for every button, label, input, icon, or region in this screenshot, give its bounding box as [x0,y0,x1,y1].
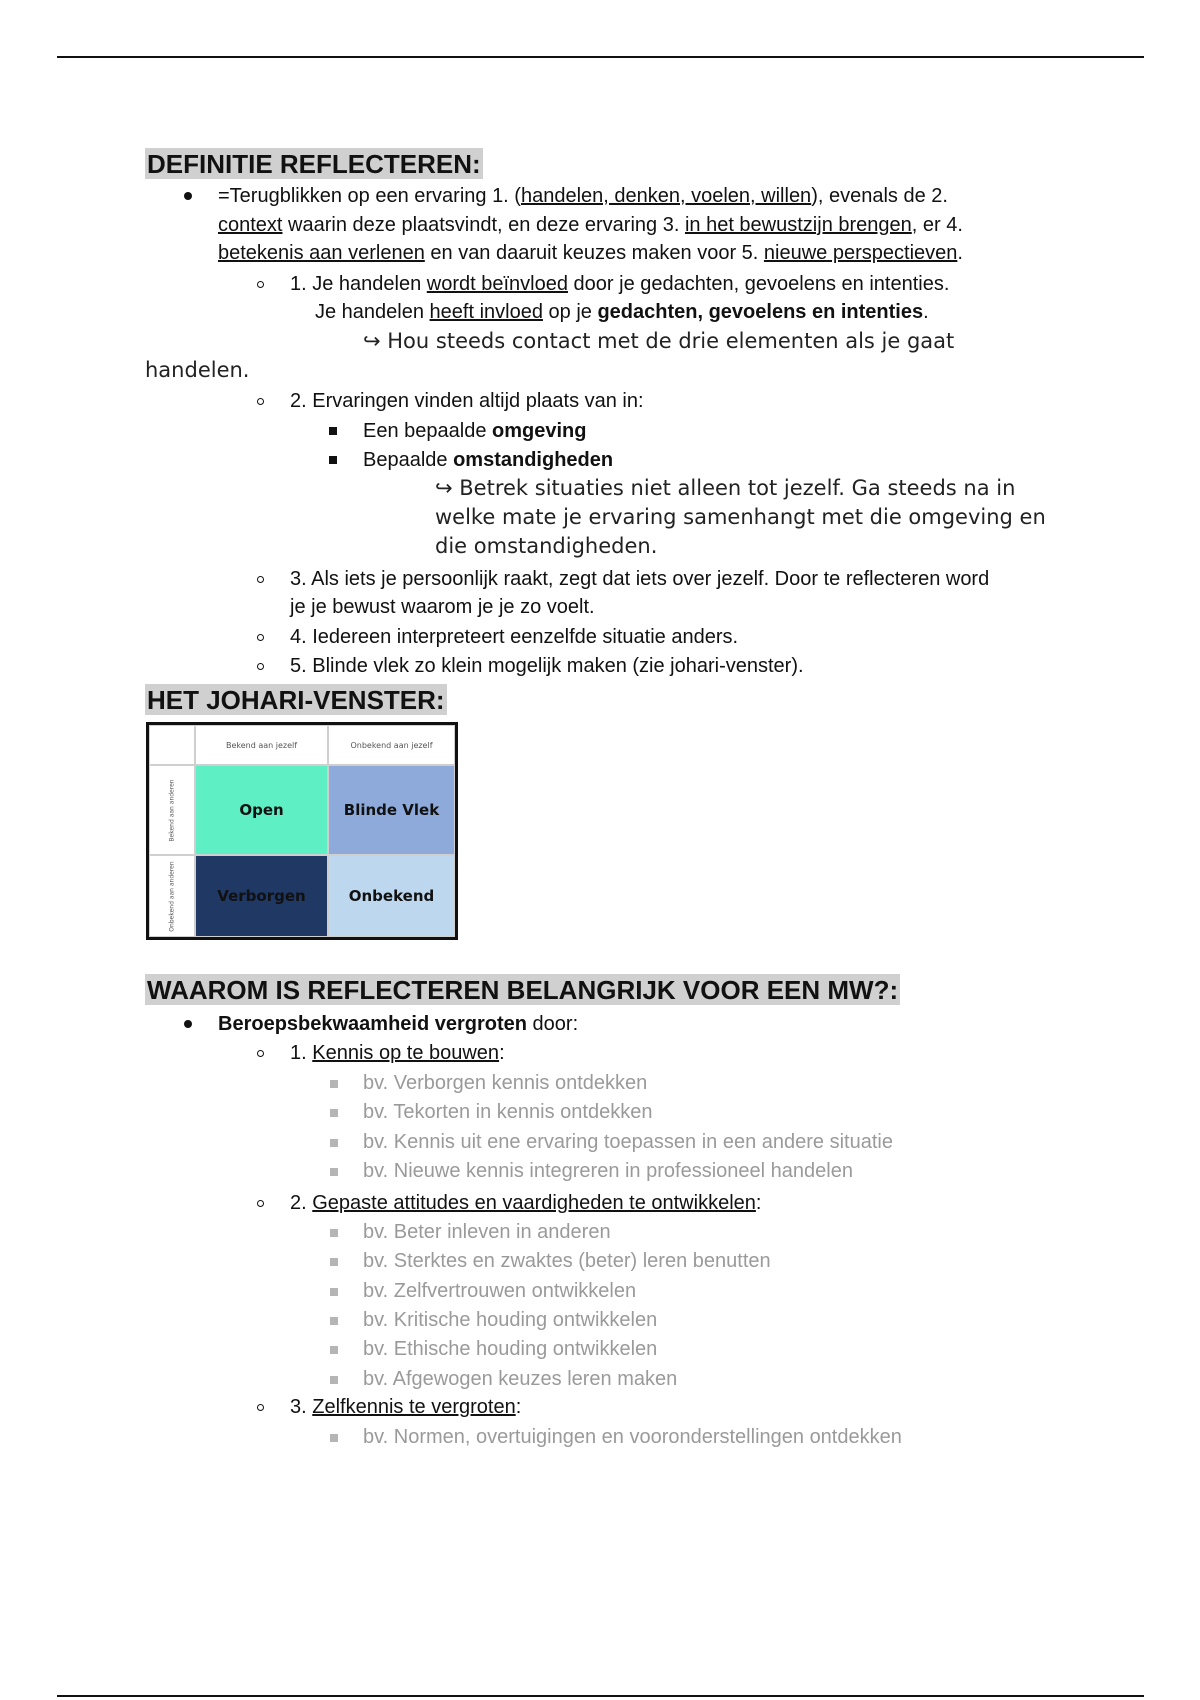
sub2-note-line-3: die omstandigheden. [435,534,658,558]
circle-bullet-icon [257,663,264,670]
sub5-text: 5. Blinde vlek zo klein mogelijk maken (zie johari-venster). [290,655,804,677]
example-item: bv. Zelfvertrouwen ontwikkelen [363,1279,637,1302]
johari-blind-spot: Blinde Vlek [328,765,455,855]
definitie-line-2: context waarin deze plaatsvindt, en deze ervaring 3. in het bewustzijn brengen, er 4. [218,214,963,236]
example-item: bv. Kennis uit ene ervaring toepassen in een andere situatie [363,1130,893,1153]
sub2-note-line-1: ↪ Betrek situaties niet alleen tot jezelf. Ga steeds na in [435,476,1016,500]
waarom-sub2: 2. Gepaste attitudes en vaardigheden te ontwikkelen: [290,1192,762,1214]
bottom-rule [57,1695,1144,1697]
johari-col-known-self: Bekend aan jezelf [195,725,328,765]
square-bullet-icon [330,1109,338,1117]
circle-bullet-icon [257,1050,264,1057]
definitie-line-3: betekenis aan verlenen en van daaruit keuzes maken voor 5. nieuwe perspectieven. [218,242,963,264]
heading-definitie: DEFINITIE REFLECTEREN: [147,149,481,179]
johari-window [146,722,458,940]
waarom-sub1: 1. Kennis op te bouwen: [290,1042,505,1064]
sub1-note-line-1: ↪ Hou steeds contact met de drie elementen als je gaat [363,329,955,353]
example-item: bv. Tekorten in kennis ontdekken [363,1101,653,1124]
top-rule [57,56,1144,58]
square-bullet-icon [330,1168,338,1176]
johari-col-unknown-self: Onbekend aan jezelf [328,725,455,765]
johari-open: Open [195,765,328,855]
sub2-note-line-2: welke mate je ervaring samenhangt met die omgeving en [435,505,1046,529]
sub2-item-1: Een bepaalde omgeving [363,420,587,442]
example-item: bv. Kritische houding ontwikkelen [363,1308,658,1331]
example-item: bv. Normen, overtuigingen en vooronderstellingen ontdekken [363,1426,902,1448]
circle-bullet-icon [257,576,264,583]
definitie-line-1: =Terugblikken op een ervaring 1. (handelen, denken, voelen, willen), evenals de 2. [218,185,948,207]
square-bullet-icon [330,1346,338,1354]
example-item: bv. Beter inleven in anderen [363,1221,611,1243]
square-bullet-icon [330,1288,338,1296]
square-bullet-icon [330,1317,338,1325]
sub4-text: 4. Iedereen interpreteert eenzelfde situatie anders. [290,626,739,648]
example-item: bv. Ethische houding ontwikkelen [363,1338,658,1361]
sub1-line-2: Je handelen heeft invloed op je gedachten, gevoelens en intenties. [315,301,929,323]
johari-corner [149,725,195,765]
square-bullet-icon [330,1080,338,1088]
square-bullet-icon [330,1258,338,1266]
example-item: bv. Verborgen kennis ontdekken [363,1072,648,1094]
square-bullet-icon [330,1376,338,1384]
example-item: bv. Nieuwe kennis integreren in professioneel handelen [363,1159,853,1182]
sub1-line-1: 1. Je handelen wordt beïnvloed door je gedachten, gevoelens en intenties. [290,273,950,295]
sub2-item-2: Bepaalde omstandigheden [363,449,614,471]
sub1-note-line-2: handelen. [145,358,250,382]
waarom-main: Beroepsbekwaamheid vergroten door: [218,1013,579,1035]
circle-bullet-icon [257,634,264,641]
square-bullet-icon [330,1139,338,1147]
heading-johari: HET JOHARI-VENSTER: [147,685,445,715]
heading-waarom: WAAROM IS REFLECTEREN BELANGRIJK VOOR EEN MW?: [147,975,899,1005]
sub3-line-1: 3. Als iets je persoonlijk raakt, zegt dat iets over jezelf. Door te reflecteren word [290,568,990,590]
circle-bullet-icon [257,1200,264,1207]
johari-row-known-others: Bekend aan anderen [149,765,195,855]
circle-bullet-icon [257,398,264,405]
waarom-sub3: 3. Zelfkennis te vergroten: [290,1396,522,1418]
sub3-line-2: je je bewust waarom je je zo voelt. [290,596,595,618]
square-bullet-icon [330,1434,338,1442]
bullet-icon [184,192,192,200]
johari-row-unknown-others: Onbekend aan anderen [149,855,195,937]
johari-unknown: Onbekend [328,855,455,937]
johari-hidden: Verborgen [195,855,328,937]
sub2-text: 2. Ervaringen vinden altijd plaats van in: [290,390,644,412]
square-bullet-icon [329,427,337,435]
example-item: bv. Sterktes en zwaktes (beter) leren benutten [363,1250,771,1273]
square-bullet-icon [330,1229,338,1237]
circle-bullet-icon [257,1404,264,1411]
bullet-icon [184,1020,192,1028]
square-bullet-icon [329,456,337,464]
example-item: bv. Afgewogen keuzes leren maken [363,1367,678,1390]
circle-bullet-icon [257,281,264,288]
